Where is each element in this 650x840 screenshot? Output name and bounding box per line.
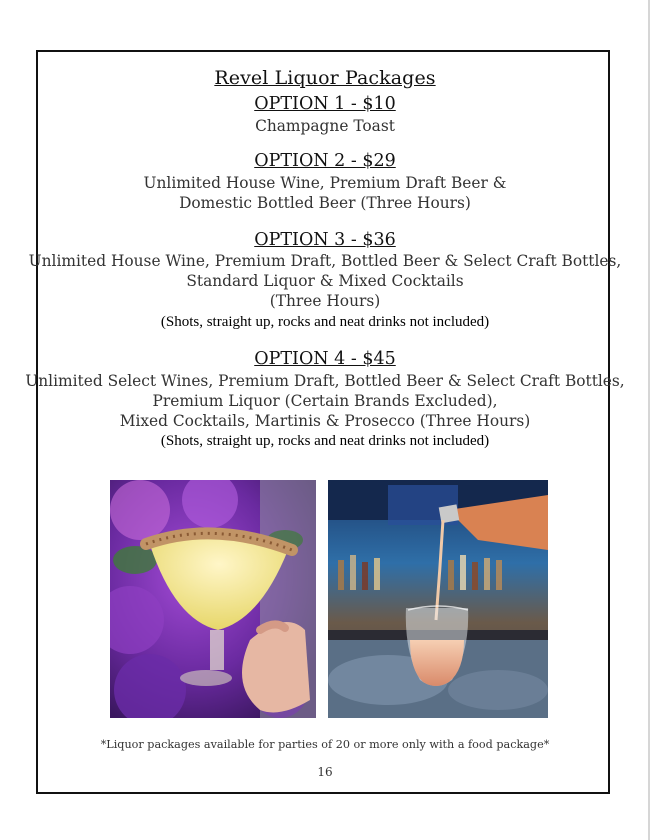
option-4-line-3: Mixed Cocktails, Martinis & Prosecco (Three Hours) xyxy=(119,412,531,430)
option-3-line-2: Standard Liquor & Mixed Cocktails xyxy=(186,272,464,290)
option-4-line-1: Unlimited Select Wines, Premium Draft, Bottled Beer & Select Craft Bottles, xyxy=(25,372,625,390)
option-2-heading: OPTION 2 - $29 xyxy=(254,151,396,171)
option-3-line-3: (Three Hours) xyxy=(269,292,381,310)
option-3-heading: OPTION 3 - $36 xyxy=(254,230,396,250)
option-1-line-1: Champagne Toast xyxy=(255,117,395,135)
cocktail-photo xyxy=(110,480,316,718)
option-4-heading: OPTION 4 - $45 xyxy=(254,349,396,369)
option-4-note: (Shots, straight up, rocks and neat drinks not included) xyxy=(160,433,490,449)
option-3-note: (Shots, straight up, rocks and neat drinks not included) xyxy=(160,314,490,330)
option-2-line-2: Domestic Bottled Beer (Three Hours) xyxy=(179,194,471,212)
option-1-heading: OPTION 1 - $10 xyxy=(254,94,396,114)
option-3-line-1: Unlimited House Wine, Premium Draft, Bottled Beer & Select Craft Bottles, xyxy=(28,252,622,270)
page-number: 16 xyxy=(317,765,333,779)
page-title: Revel Liquor Packages xyxy=(214,67,436,89)
option-2-line-1: Unlimited House Wine, Premium Draft Beer & xyxy=(143,174,507,192)
footer-note: *Liquor packages available for parties of 20 or more only with a food package* xyxy=(100,738,550,751)
wine-pour-photo xyxy=(328,480,548,718)
option-4-line-2: Premium Liquor (Certain Brands Excluded), xyxy=(152,392,498,410)
